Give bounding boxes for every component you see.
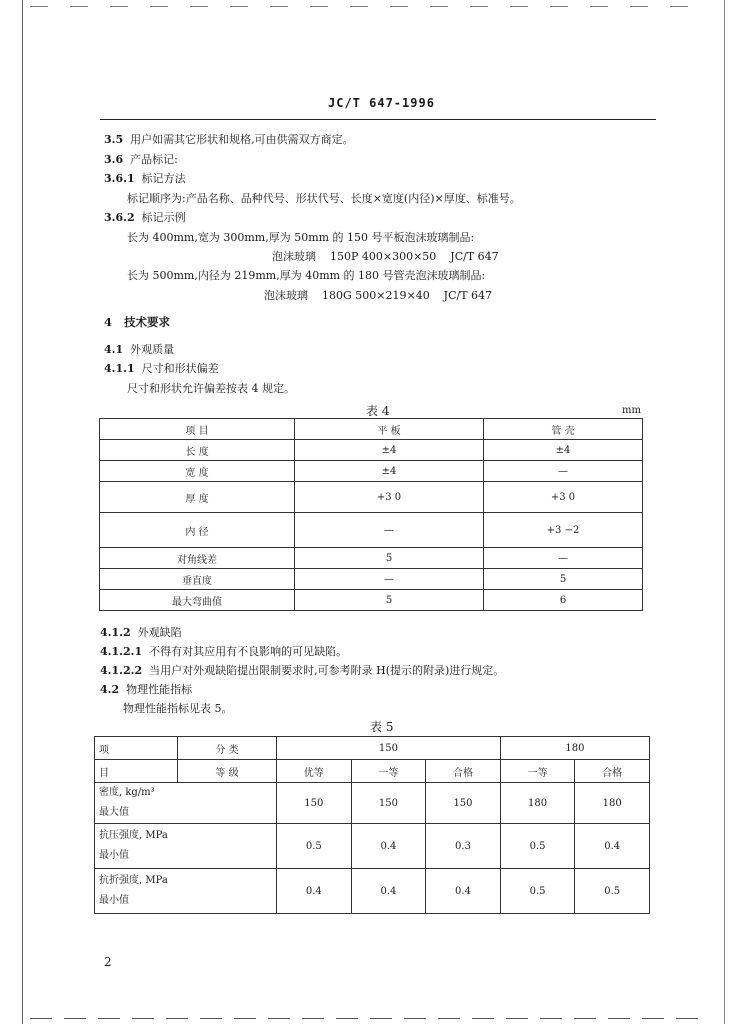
table-header-cell: 项 目: [100, 419, 295, 440]
table-cell: —: [295, 569, 484, 590]
table-cell: ±4: [295, 440, 484, 461]
table-cell: 宽 度: [100, 461, 295, 482]
table-row: [100, 440, 643, 461]
section-text: 技术要求: [124, 315, 171, 329]
table-cell: —: [484, 548, 643, 569]
section-3-6-2: [104, 209, 186, 225]
table-row: [100, 482, 643, 513]
table-4-unit: mm: [622, 405, 641, 416]
table-cell: 5: [484, 569, 643, 590]
table-row: [100, 548, 643, 569]
table-cell: 0.5: [575, 869, 650, 914]
table-header-cell: 项: [95, 737, 178, 760]
section-number: 3.6.1: [104, 172, 135, 185]
section-number: 4: [104, 315, 113, 329]
table-cell: 内 径: [100, 513, 295, 548]
table-cell: 0.5: [277, 824, 352, 869]
section-4-1-1-body: 尺寸和形状允许偏差按表 4 规定。: [127, 382, 295, 395]
table-group-header: 180: [500, 737, 649, 760]
table-cell: 最大弯曲值: [100, 590, 295, 611]
table-cell: ±4: [484, 440, 643, 461]
section-text: 标记方法: [141, 172, 186, 185]
table-cell: 0.4: [351, 869, 426, 914]
section-text: 标记示例: [141, 211, 186, 224]
table-cell: 180: [575, 783, 650, 824]
table-row: [100, 513, 643, 548]
section-4: [104, 314, 170, 330]
table-cell: ±4: [295, 461, 484, 482]
section-text: 外观缺陷: [137, 626, 182, 639]
section-text: 尺寸和形状偏差: [141, 362, 219, 375]
standard-code-header: JC/T 647-1996: [328, 96, 435, 110]
table-cell: —: [484, 461, 643, 482]
scan-top-edge: [30, 6, 710, 7]
table-row: [100, 590, 643, 611]
table-cell: +3 0: [484, 482, 643, 513]
section-text: 不得有对其应用有不良影响的可见缺陷。: [149, 645, 348, 658]
row-label: 抗压强度, MPa: [99, 830, 168, 841]
table-cell: [95, 783, 277, 824]
table-cell: 0.4: [426, 869, 501, 914]
table-header-cell: 合格: [575, 760, 650, 783]
table-cell: 0.5: [500, 824, 575, 869]
table-cell: 5: [295, 590, 484, 611]
section-text: 物理性能指标: [126, 683, 193, 696]
table-row: [100, 569, 643, 590]
section-text: 产品标记:: [130, 153, 178, 166]
section-number: 4.1.2.2: [100, 664, 143, 677]
example-2-mark: 泡沫玻璃 180G 500×219×40 JC/T 647: [264, 289, 493, 302]
table-row: [95, 869, 650, 914]
marking-method-body: 标记顺序为:产品名称、品种代号、形状代号、长度×宽度(内径)×厚度、标准号。: [127, 192, 521, 205]
row-label: 密度, kg/m³: [99, 787, 155, 798]
table-cell: +3 −2: [484, 513, 643, 548]
table-cell: 150: [277, 783, 352, 824]
table-header-cell: 管 壳: [484, 419, 643, 440]
table-4-caption: 表 4: [366, 404, 390, 418]
table-cell: 6: [484, 590, 643, 611]
scan-bottom-edge: [30, 1018, 710, 1019]
table-header-row: [95, 737, 650, 760]
section-4-1-2-2: [100, 662, 504, 678]
section-text: 当用户对外观缺陷提出限制要求时,可参考附录 H(提示的附录)进行规定。: [149, 664, 505, 677]
table-row: [95, 824, 650, 869]
section-text: 用户如需其它形状和规格,可由供需双方商定。: [130, 133, 354, 146]
row-label: 抗折强度, MPa: [99, 875, 168, 886]
section-text: 外观质量: [130, 343, 175, 356]
table-cell: +3 0: [295, 482, 484, 513]
page-number: 2: [104, 955, 112, 969]
table-cell: 5: [295, 548, 484, 569]
table-header-cell: 分 类: [178, 737, 277, 760]
section-3-6: [104, 151, 178, 167]
section-4-1-2-1: [100, 643, 347, 659]
section-3-6-1: [104, 170, 186, 186]
table-header-cell: 等 级: [178, 760, 277, 783]
example-2-description: 长为 500mm,内径为 219mm,厚为 40mm 的 180 号管壳泡沫玻璃制品:: [127, 269, 486, 282]
example-1-mark: 泡沫玻璃 150P 400×300×50 JC/T 647: [272, 250, 499, 263]
section-number: 4.2: [100, 683, 120, 696]
row-sublabel: 最小值: [99, 850, 129, 861]
table-5-caption: 表 5: [370, 720, 394, 734]
table-cell: 0.5: [500, 869, 575, 914]
row-sublabel: 最大值: [99, 807, 129, 818]
table-header-cell: 优等: [277, 760, 352, 783]
section-number: 3.6.2: [104, 211, 135, 224]
section-number: 4.1.2: [100, 626, 131, 639]
table-cell: 0.4: [351, 824, 426, 869]
table-header-cell: 一等: [500, 760, 575, 783]
table-5: [94, 736, 650, 914]
table-group-header: 150: [277, 737, 501, 760]
example-1-description: 长为 400mm,宽为 300mm,厚为 50mm 的 150 号平板泡沫玻璃制品:: [127, 231, 475, 244]
table-4: [99, 418, 643, 611]
section-number: 4.1: [104, 343, 124, 356]
table-cell: 厚 度: [100, 482, 295, 513]
section-number: 4.1.2.1: [100, 645, 143, 658]
table-header-row: [100, 419, 643, 440]
table-cell: 0.4: [575, 824, 650, 869]
section-4-1-2: [100, 624, 182, 640]
section-number: 3.5: [104, 133, 124, 146]
table-cell: 0.3: [426, 824, 501, 869]
table-header-cell: 目: [95, 760, 178, 783]
table-row: [100, 461, 643, 482]
table-header-row: [95, 760, 650, 783]
scan-right-edge: [724, 0, 725, 1024]
table-cell: 对角线差: [100, 548, 295, 569]
table-header-cell: 合格: [426, 760, 501, 783]
table-cell: 垂直度: [100, 569, 295, 590]
table-cell: [95, 869, 277, 914]
header-rule: [100, 119, 656, 120]
table-cell: [95, 824, 277, 869]
table-cell: 长 度: [100, 440, 295, 461]
section-4-1: [104, 341, 174, 357]
table-header-cell: 一等: [351, 760, 426, 783]
section-4-1-1: [104, 360, 219, 376]
row-sublabel: 最小值: [99, 895, 129, 906]
table-header-cell: 平 板: [295, 419, 484, 440]
table-cell: 150: [351, 783, 426, 824]
scan-left-edge: [22, 0, 23, 1024]
section-number: 4.1.1: [104, 362, 135, 375]
section-3-5: [104, 131, 354, 147]
table-cell: 150: [426, 783, 501, 824]
table-cell: 180: [500, 783, 575, 824]
section-4-2: [100, 681, 192, 697]
table-cell: —: [295, 513, 484, 548]
section-number: 3.6: [104, 153, 124, 166]
table-cell: 0.4: [277, 869, 352, 914]
section-4-2-body: 物理性能指标见表 5。: [123, 702, 233, 715]
table-row: [95, 783, 650, 824]
